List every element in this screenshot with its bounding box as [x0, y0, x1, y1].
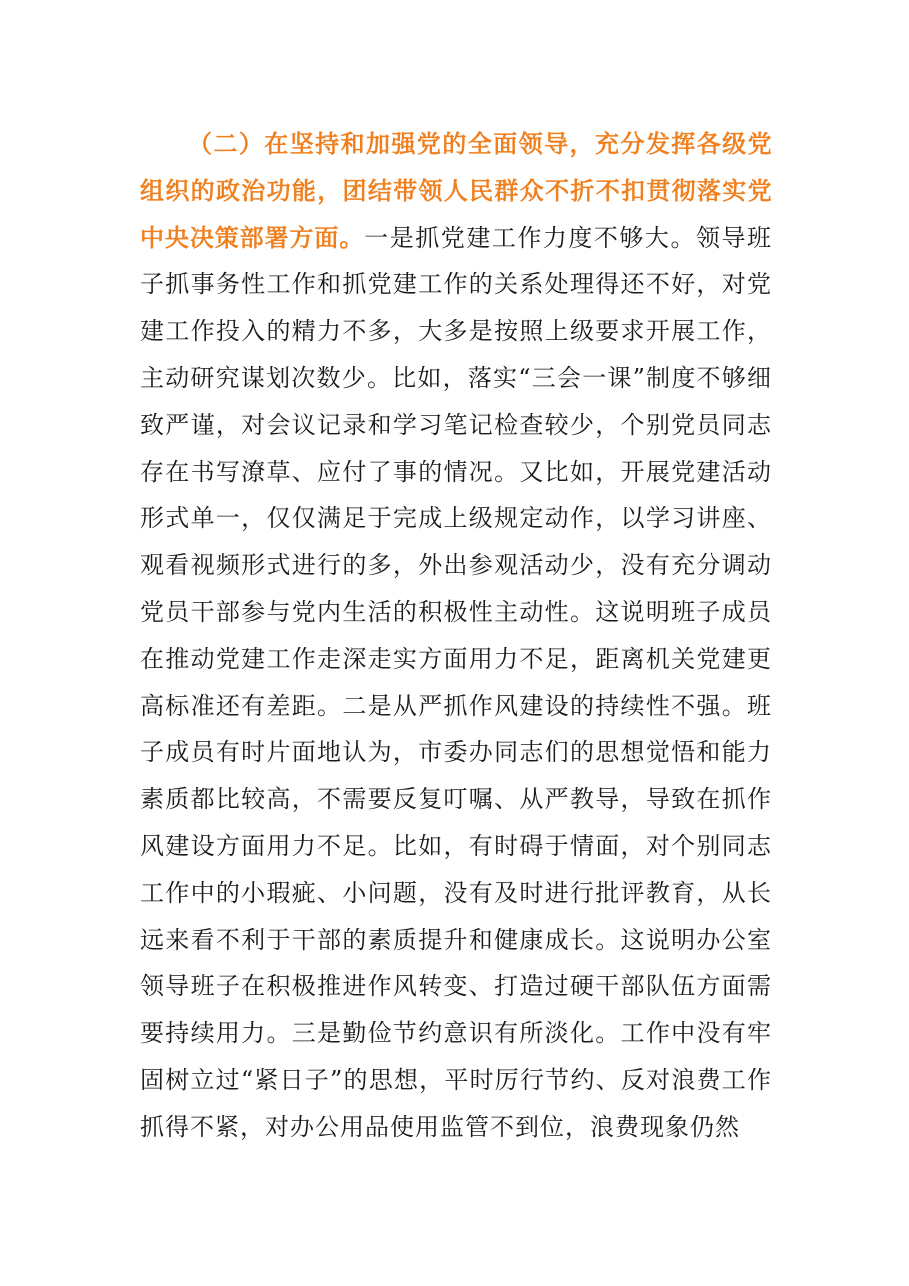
document-paragraph	[140, 121, 772, 1151]
paragraph-body: 一是抓党建工作力度不够大。领导班子抓事务性工作和抓党建工作的关系处理得还不好，对党建工作投入的精力不多，大多是按照上级要求开展工作，主动研究谋划次数少。比如，落实“三会一课”制度不够细致严谨，对会议记录和学习笔记检查较少，个别党员同志存在书写潦草、应付了事的情况。又比如，开展党建活动形式单一，仅仅满足于完成上级规定动作，以学习讲座、观看视频形式进行的多，外出参观活动少，没有充分调动党员干部参与党内生活的积极性主动性。这说明班子成员在推动党建工作走深走实方面用力不足，距离机关党建更高标准还有差距。二是从严抓作风建设的持续性不强。班子成员有时片面地认为，市委办同志们的思想觉悟和能力素质都比较高，不需要反复叮嘱、从严教导，导致在抓作风建设方面用力不足。比如，有时碍于情面，对个别同志工作中的小瑕疵、小问题，没有及时进行批评教育，从长远来看不利于干部的素质提升和健康成长。这说明办公室领导班子在积极推进作风转变、打造过硬干部队伍方面需要持续用力。三是勤俭节约意识有所淡化。工作中没有牢固树立过“紧日子”的思想，平时厉行节约、反对浪费工作抓得不紧，对办公用品使用监管不到位，浪费现象仍然	[140, 223, 772, 1141]
section-heading: （二）在坚持和加强党的全面领导，充分发挥各级党组织的政治功能，团结带领人民群众不折不扣贯彻落实党中央决策部署方面。	[140, 129, 772, 252]
